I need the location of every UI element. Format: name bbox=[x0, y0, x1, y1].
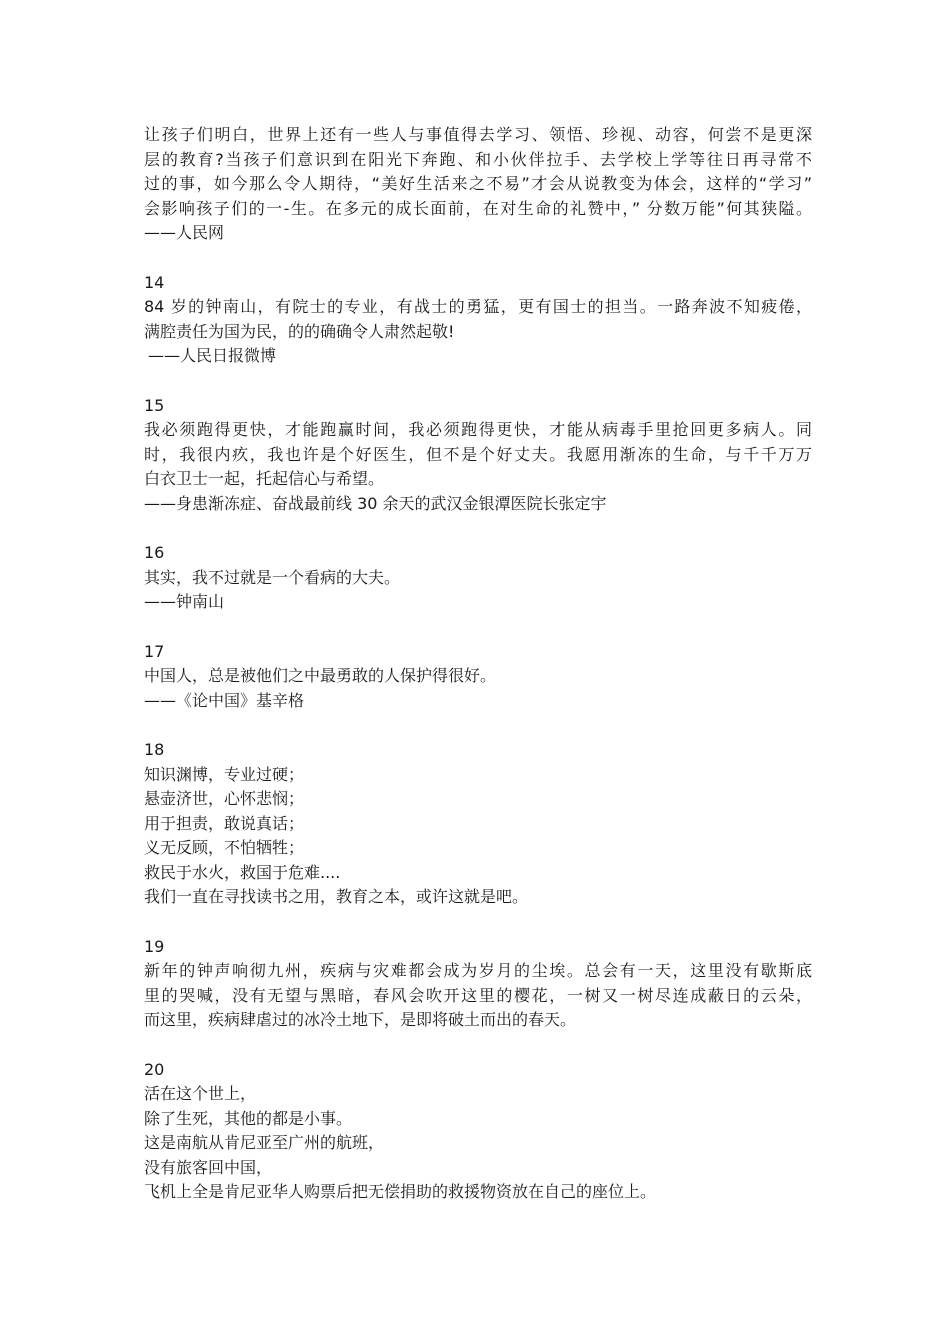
quote-section bbox=[144, 271, 812, 369]
quote-attribution: ——人民日报微博 bbox=[148, 346, 277, 365]
quote-line: 84 岁的钟南山，有院士的专业，有战士的勇猛，更有国士的担当。一路奔波不知疲倦， bbox=[144, 297, 812, 316]
quote-line: 会影响孩子们的一-生。在多元的成长面前，在对生命的礼赞中，” 分数万能”何其狭隘。 bbox=[144, 198, 812, 218]
quote-line: 义无反顾，不怕牺牲； bbox=[144, 838, 305, 857]
quote-line: 时，我很内疚，我也许是个好医生，但不是个好丈夫。我愿用渐冻的生命，与千千万万 bbox=[144, 444, 812, 464]
quote-line: 救民于水火，救国于危难.... bbox=[144, 862, 341, 882]
quote-line: 层的教育?当孩子们意识到在阳光下奔跑、和小伙伴拉手、去学校上学等往日再寻常不 bbox=[144, 149, 812, 169]
quote-section bbox=[144, 123, 812, 246]
section-number: 19 bbox=[144, 936, 165, 956]
quote-line: 除了生死，其他的都是小事。 bbox=[144, 1108, 353, 1128]
quote-section bbox=[144, 541, 812, 615]
quote-line: 我们一直在寻找读书之用，教育之本，或许这就是吧。 bbox=[144, 887, 529, 906]
quote-section bbox=[144, 640, 812, 714]
quote-line: 飞机上全是肯尼亚华人购票后把无偿捐助的救援物资放在自己的座位上。 bbox=[144, 1182, 657, 1201]
quote-section bbox=[144, 738, 812, 910]
quote-attribution: ——身患渐冻症、奋战最前线 30 余天的武汉金银潭医院长张定宇 bbox=[144, 493, 607, 513]
quote-line: 过的事，如今那么令人期待，“美好生活来之不易”才会从说教变为体会，这样的“学习” bbox=[144, 174, 812, 193]
quote-line: 知识渊博，专业过硬； bbox=[144, 764, 305, 784]
quote-line: 里的哭喊，没有无望与黑暗，春风会吹开这里的樱花，一树又一树尽连成蔽日的云朵， bbox=[144, 985, 812, 1005]
quote-line: 没有旅客回中国， bbox=[144, 1157, 273, 1177]
quote-attribution: ——人民网 bbox=[144, 223, 225, 242]
quote-attribution: ——《论中国》基辛格 bbox=[144, 690, 305, 710]
section-number: 14 bbox=[144, 272, 165, 292]
quote-line: 新年的钟声响彻九州，疾病与灾难都会成为岁月的尘埃。总会有一天，这里没有歇斯底 bbox=[144, 961, 812, 980]
quote-line: 其实，我不过就是一个看病的大夫。 bbox=[144, 567, 401, 587]
section-number: 20 bbox=[144, 1059, 165, 1079]
quote-section bbox=[144, 394, 812, 517]
quote-line: 中国人，总是被他们之中最勇敢的人保护得很好。 bbox=[144, 666, 497, 685]
quote-line: 悬壶济世，心怀悲悯； bbox=[144, 789, 305, 808]
quote-line: 让孩子们明白，世界上还有一些人与事值得去学习、领悟、珍视、动容，何尝不是更深 bbox=[144, 125, 812, 144]
section-number: 15 bbox=[144, 395, 165, 415]
section-number: 18 bbox=[144, 740, 165, 759]
quote-line: 这是南航从肯尼亚至广州的航班， bbox=[144, 1133, 385, 1152]
section-number: 16 bbox=[144, 543, 165, 562]
quote-line: 活在这个世上， bbox=[144, 1084, 257, 1103]
quote-section bbox=[144, 1058, 812, 1205]
section-number: 17 bbox=[144, 641, 165, 661]
quote-line: 而这里，疾病肆虐过的冰冷土地下，是即将破土而出的春天。 bbox=[144, 1010, 577, 1029]
quote-line: 用于担责，敢说真话； bbox=[144, 813, 305, 833]
quote-attribution: ——钟南山 bbox=[144, 592, 225, 611]
quote-line: 满腔责任为国为民，的的确确令人肃然起敬! bbox=[144, 321, 455, 341]
quote-line: 我必须跑得更快，才能跑赢时间，我必须跑得更快，才能从病毒手里抢回更多病人。同 bbox=[144, 420, 812, 439]
quote-line: 白衣卫士一起，托起信心与希望。 bbox=[144, 469, 385, 488]
quote-section bbox=[144, 935, 812, 1033]
document-page bbox=[144, 123, 812, 1205]
